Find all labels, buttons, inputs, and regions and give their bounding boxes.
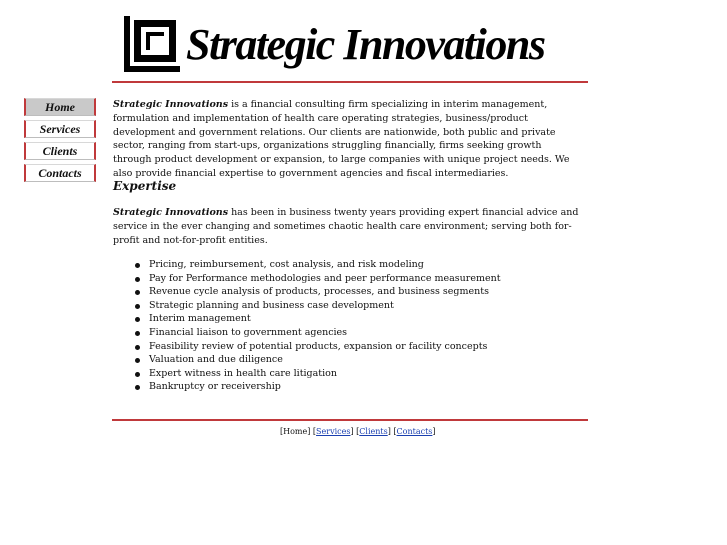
- list-item: Pay for Performance methodologies and peer performance measurement: [135, 272, 501, 286]
- nav-clients-button[interactable]: Clients: [24, 142, 96, 160]
- list-item: Interim management: [135, 312, 501, 326]
- expertise-heading: Expertise: [113, 179, 177, 193]
- side-nav: [24, 98, 96, 186]
- list-item: Strategic planning and business case development: [135, 299, 501, 313]
- nav-home-button[interactable]: Home: [24, 98, 96, 116]
- main-content: [113, 98, 581, 393]
- site-title: Strategic Innovations: [186, 20, 545, 69]
- intro-text: is a financial consulting firm specializing in interim management, formulation and implementation of health care operating strategies, business/product development and government relations. Our clients are nationwide, both public and private sector, ranging from start-ups, organizations struggling financially, firms seeking growth through product development or expansion, to large companies with unique project needs. We also provide financial expertise to government agencies and fiscal intermediaries.: [113, 99, 570, 179]
- intro-paragraph: [113, 98, 581, 181]
- list-item: Valuation and due diligence: [135, 353, 501, 367]
- list-item: Expert witness in health care litigation: [135, 367, 501, 381]
- logo-icon: [124, 16, 180, 72]
- footer-nav: [Home] [Services] [Clients] [Contacts]: [280, 427, 436, 436]
- footer-services-link[interactable]: Services: [316, 427, 351, 436]
- footer-home-label: Home: [283, 427, 308, 436]
- expertise-paragraph: [113, 206, 581, 247]
- list-item: Bankruptcy or receivership: [135, 380, 501, 394]
- intro-brand: Strategic Innovations: [113, 99, 229, 110]
- expertise-brand: Strategic Innovations: [113, 207, 229, 218]
- footer-divider: [112, 419, 588, 421]
- expertise-text: has been in business twenty years providing expert financial advice and service in the ever changing and sometimes chaotic health care environment; serving both for-profit and not-for-profit entities.: [113, 207, 579, 246]
- list-item: Pricing, reimbursement, cost analysis, and risk modeling: [135, 258, 501, 272]
- header-divider: [112, 81, 588, 83]
- nav-contacts-button[interactable]: Contacts: [24, 164, 96, 182]
- nav-services-button[interactable]: Services: [24, 120, 96, 138]
- services-list: [135, 258, 501, 394]
- footer-clients-link[interactable]: Clients: [359, 427, 388, 436]
- list-item: Revenue cycle analysis of products, processes, and business segments: [135, 285, 501, 299]
- list-item: Financial liaison to government agencies: [135, 326, 501, 340]
- list-item: Feasibility review of potential products, expansion or facility concepts: [135, 340, 501, 354]
- footer-contacts-link[interactable]: Contacts: [396, 427, 433, 436]
